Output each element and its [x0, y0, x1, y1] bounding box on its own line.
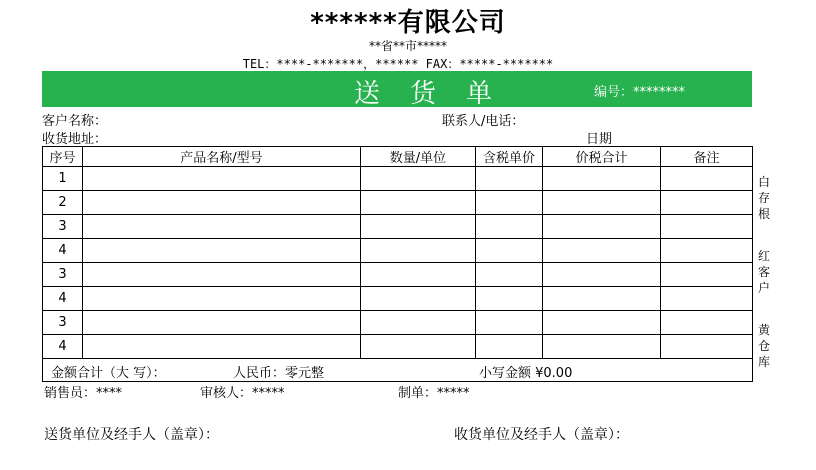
cell-amount[interactable] [543, 215, 661, 239]
cell-product[interactable] [83, 191, 361, 215]
row-index: 3 [43, 311, 83, 335]
title-banner [42, 71, 752, 107]
table-row [43, 191, 753, 215]
cell-remark[interactable] [661, 239, 753, 263]
cell-product[interactable] [83, 311, 361, 335]
cell-quantity[interactable] [361, 335, 476, 359]
col-header-unit-price: 含税单价 [476, 147, 543, 167]
total-row [43, 359, 753, 382]
sender-signature-label: 送货单位及经手人（盖章）： [44, 427, 219, 443]
company-contact: TEL：****-*******，****** FAX：*****-******* [242, 57, 554, 71]
cell-remark[interactable] [661, 335, 753, 359]
cell-product[interactable] [83, 239, 361, 263]
total-rmb-text: 人民币：零元整 [233, 366, 325, 381]
salesperson-label: 销售员：**** [44, 386, 123, 401]
cell-unit-price[interactable] [476, 311, 543, 335]
cell-remark[interactable] [661, 215, 753, 239]
prepared-by-label: 制单：***** [398, 386, 470, 401]
table-row [43, 263, 753, 287]
cell-product[interactable] [83, 215, 361, 239]
delivery-table [42, 146, 753, 382]
cell-unit-price[interactable] [476, 263, 543, 287]
table-row [43, 167, 753, 191]
date-label: 日期 [586, 132, 613, 147]
table-row [43, 239, 753, 263]
row-index: 3 [43, 215, 83, 239]
company-name: ******有限公司 [310, 8, 506, 38]
cell-amount[interactable] [543, 239, 661, 263]
document-number: 编号：******** [594, 85, 686, 100]
copy-label-yellow-warehouse: 黄仓库 [758, 323, 771, 369]
col-header-remark: 备注 [661, 147, 753, 167]
table-row [43, 215, 753, 239]
col-header-amount: 价税合计 [543, 147, 661, 167]
copy-label-white-stub: 白存根 [758, 175, 771, 221]
cell-amount[interactable] [543, 167, 661, 191]
cell-quantity[interactable] [361, 167, 476, 191]
cell-quantity[interactable] [361, 191, 476, 215]
table-row [43, 335, 753, 359]
cell-quantity[interactable] [361, 215, 476, 239]
receiver-signature-label: 收货单位及经手人（盖章）： [454, 427, 629, 443]
cell-unit-price[interactable] [476, 239, 543, 263]
table-row [43, 311, 753, 335]
cell-product[interactable] [83, 263, 361, 287]
cell-amount[interactable] [543, 191, 661, 215]
row-index: 4 [43, 335, 83, 359]
cell-quantity[interactable] [361, 239, 476, 263]
cell-remark[interactable] [661, 287, 753, 311]
company-address: **省**市***** [368, 39, 447, 53]
cell-product[interactable] [83, 287, 361, 311]
reviewer-label: 审核人：***** [200, 386, 285, 401]
cell-unit-price[interactable] [476, 335, 543, 359]
cell-amount[interactable] [543, 263, 661, 287]
cell-product[interactable] [83, 167, 361, 191]
row-index: 3 [43, 263, 83, 287]
row-index: 4 [43, 239, 83, 263]
total-cell [43, 359, 753, 382]
row-index: 2 [43, 191, 83, 215]
document-title: 送货单 [354, 79, 523, 109]
cell-remark[interactable] [661, 263, 753, 287]
cell-unit-price[interactable] [476, 167, 543, 191]
col-header-quantity: 数量/单位 [361, 147, 476, 167]
table-row [43, 287, 753, 311]
cell-product[interactable] [83, 335, 361, 359]
col-header-index: 序号 [43, 147, 83, 167]
customer-name-label: 客户名称： [42, 114, 108, 129]
cell-remark[interactable] [661, 191, 753, 215]
cell-amount[interactable] [543, 335, 661, 359]
row-index: 1 [43, 167, 83, 191]
total-uppercase-label: 金额合计（大 写）： [51, 366, 166, 381]
cell-remark[interactable] [661, 311, 753, 335]
cell-quantity[interactable] [361, 287, 476, 311]
cell-unit-price[interactable] [476, 191, 543, 215]
copy-label-red-customer: 红客户 [758, 249, 771, 295]
col-header-product: 产品名称/型号 [83, 147, 361, 167]
delivery-address-label: 收货地址： [42, 132, 108, 147]
total-lowercase-amount: 小写金额 ¥0.00 [479, 366, 573, 381]
cell-amount[interactable] [543, 287, 661, 311]
cell-amount[interactable] [543, 311, 661, 335]
table-header-row [43, 147, 753, 167]
row-index: 4 [43, 287, 83, 311]
cell-unit-price[interactable] [476, 287, 543, 311]
contact-phone-label: 联系人/电话： [442, 114, 525, 129]
cell-quantity[interactable] [361, 311, 476, 335]
cell-remark[interactable] [661, 167, 753, 191]
cell-quantity[interactable] [361, 263, 476, 287]
cell-unit-price[interactable] [476, 215, 543, 239]
